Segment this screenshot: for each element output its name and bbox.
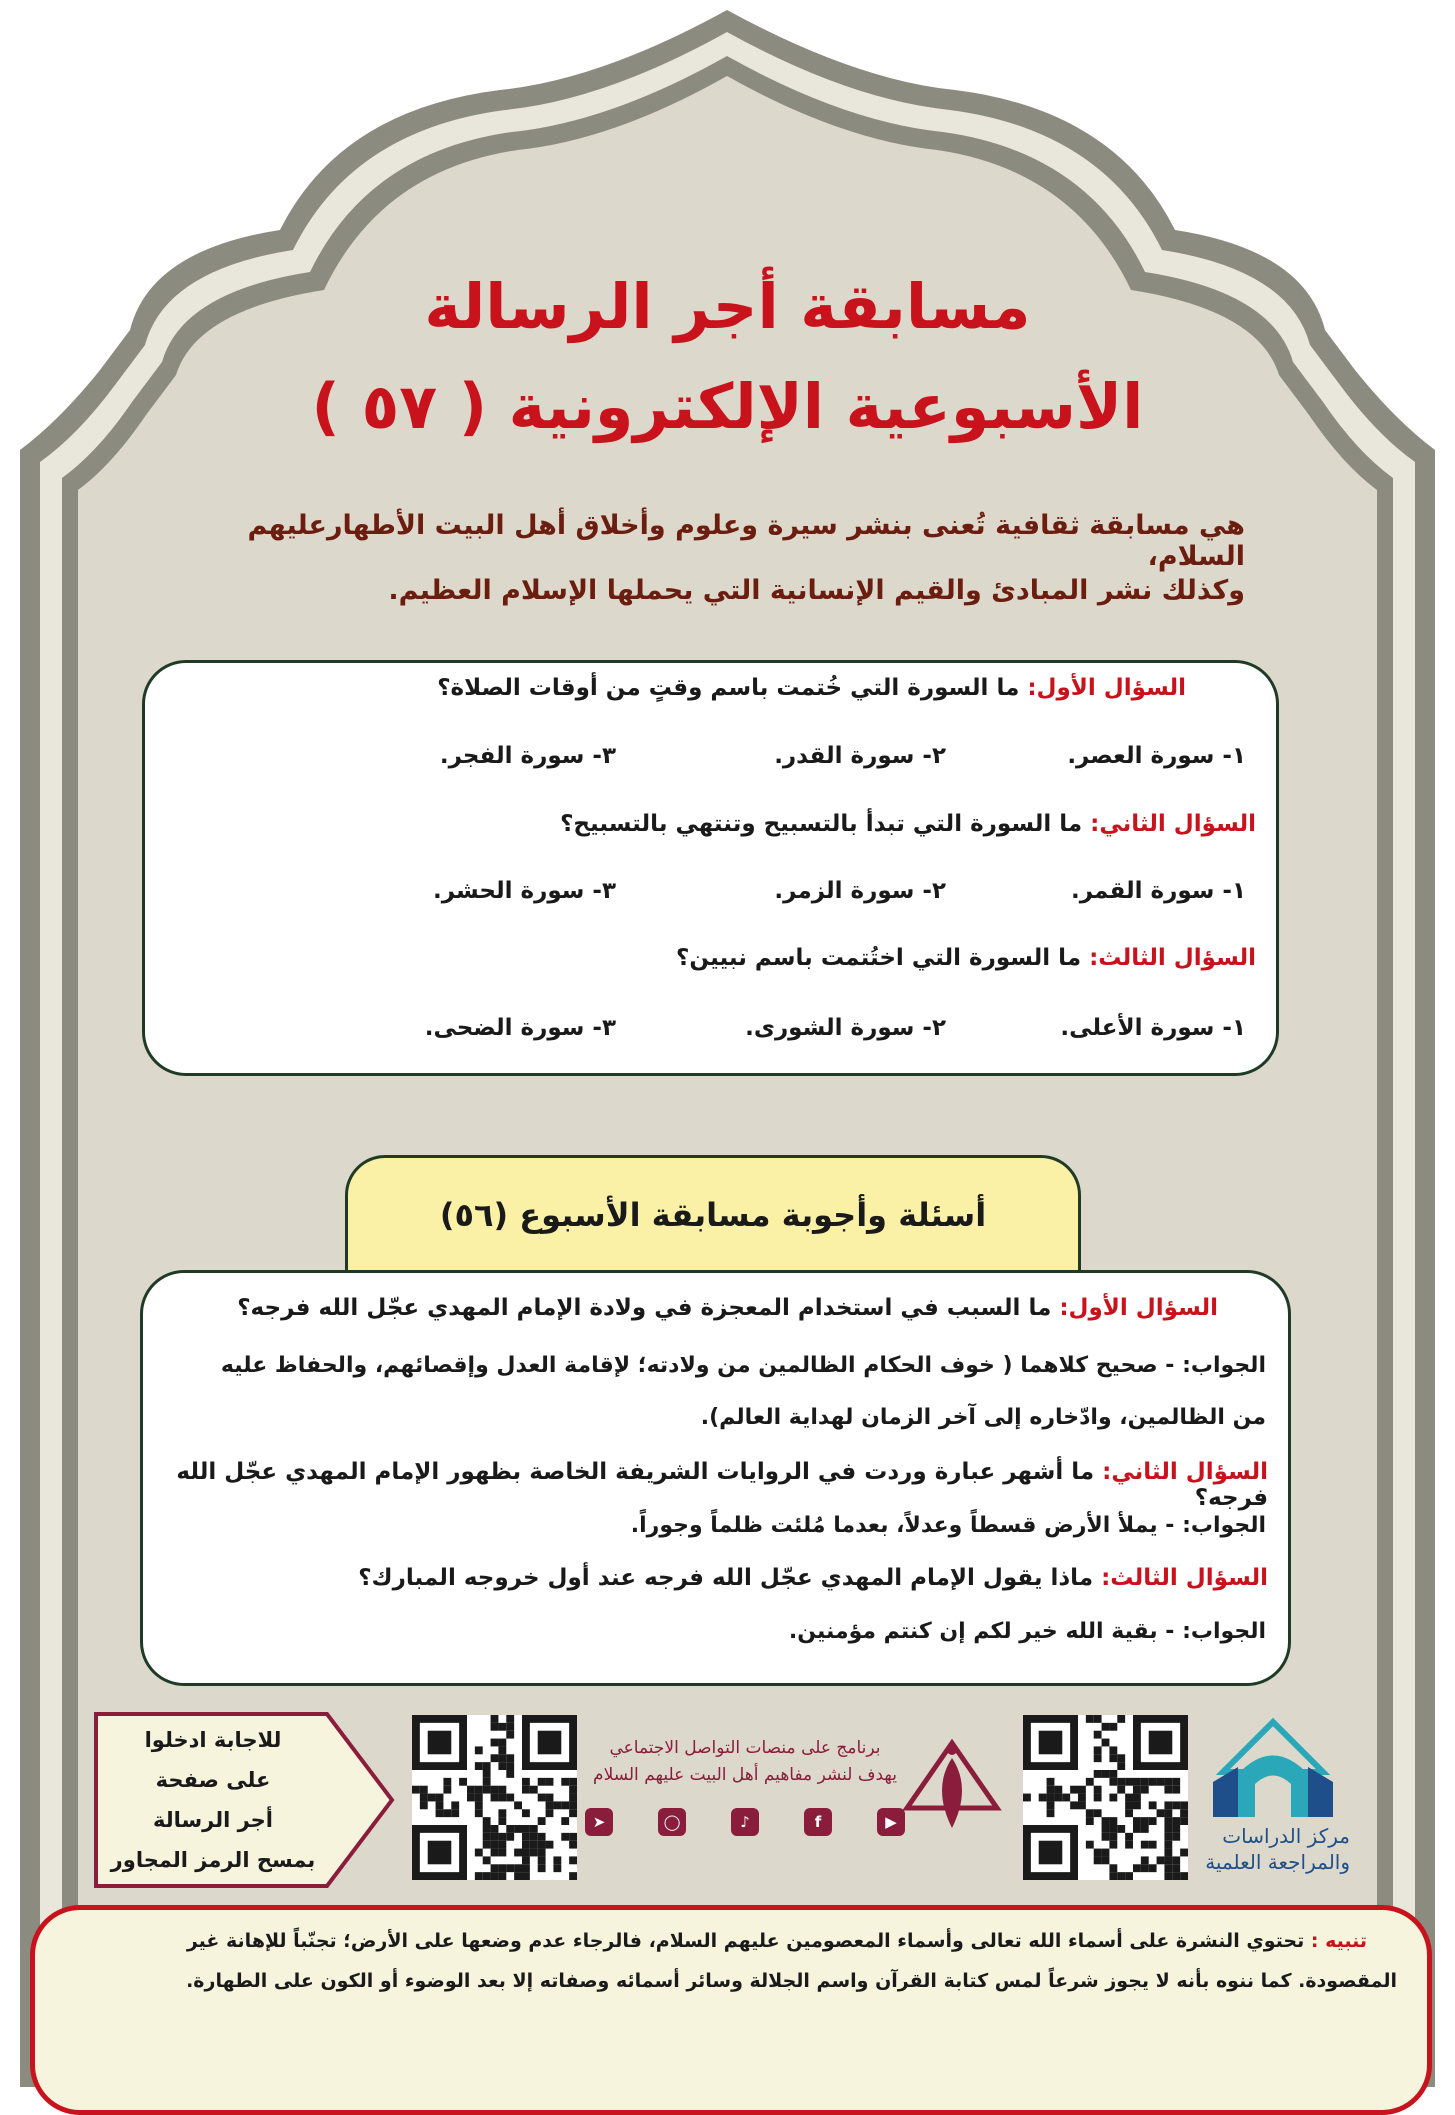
mosque-dome-icon: [1213, 1712, 1333, 1822]
prev-answer-1-line-1: الجواب: - صحيح كلاهما ( خوف الحكام الظالمين من ولادته؛ لإقامة العدل وإقصائهم، والحفاظ عليه: [220, 1353, 1266, 1378]
center-logo-line-1: مركز الدراسات: [1222, 1824, 1350, 1848]
prev-answer-1-line-2: من الظالمين، وادّخاره إلى آخر الزمان لهداية العالم).: [700, 1405, 1266, 1430]
question-2-option-1[interactable]: ١- سورة القمر.: [1070, 878, 1246, 904]
qr-code-right[interactable]: [1023, 1715, 1188, 1880]
question-2-text: ما السورة التي تبدأ بالتسبيح وتنتهي بالتسبيح؟: [560, 811, 1083, 837]
youtube-icon[interactable]: ▶: [877, 1808, 905, 1836]
cta-text: [98, 1720, 328, 1880]
prev-answers-box: [140, 1270, 1291, 1686]
notice-label: تنبيه :: [1310, 1930, 1367, 1952]
notice-line-1: [67, 1930, 1367, 1952]
prev-week-header-text: أسئلة وأجوبة مسابقة الأسبوع (٥٦): [439, 1196, 987, 1234]
qr-code-left[interactable]: [412, 1715, 577, 1880]
question-2-option-3[interactable]: ٣- سورة الحشر.: [432, 878, 616, 904]
cta-line-2: على صفحة: [155, 1768, 271, 1792]
prev-question-1-text: ما السبب في استخدام المعجزة في ولادة الإمام المهدي عجّل الله فرجه؟: [237, 1295, 1052, 1321]
prev-week-header: [345, 1155, 1081, 1270]
prev-question-2-text: ما أشهر عبارة وردت في الروايات الشريفة الخاصة بظهور الإمام المهدي عجّل الله فرجه؟: [176, 1459, 1268, 1511]
prev-question-3-text: ماذا يقول الإمام المهدي عجّل الله فرجه عند أول خروجه المبارك؟: [358, 1565, 1094, 1591]
intro-line-2: وكذلك نشر المبادئ والقيم الإنسانية التي يحملها الإسلام العظيم.: [388, 575, 1245, 606]
prev-answer-2: الجواب: - يملأ الأرض قسطاً وعدلاً، بعدما مُلئت ظلماً وجوراً.: [630, 1513, 1266, 1538]
prev-question-1-label: السؤال الأول:: [1059, 1295, 1218, 1321]
intro-line-1: هي مسابقة ثقافية تُعنى بنشر سيرة وعلوم وأخلاق أهل البيت الأطهارعليهم السلام،: [247, 510, 1245, 572]
cta-line-4: بمسح الرمز المجاور: [110, 1848, 316, 1872]
question-3-option-1[interactable]: ١- سورة الأعلى.: [1060, 1015, 1246, 1041]
question-1-label: السؤال الأول:: [1027, 675, 1186, 701]
question-3-option-2[interactable]: ٢- سورة الشورى.: [745, 1015, 946, 1041]
question-3-text: ما السورة التي اختُتمت باسم نبيين؟: [676, 945, 1082, 971]
notice-line-2: المقصودة. كما ننوه بأنه لا يجوز شرعاً لمس كتابة القرآن واسم الجلالة وسائر أسمائه وصفاته إلا بعد الوضوء أو الكون على الطهارة.: [186, 1970, 1397, 1992]
prev-question-3: [358, 1565, 1268, 1591]
question-2-option-2[interactable]: ٢- سورة الزمر.: [774, 878, 946, 904]
social-icons-row: [585, 1808, 905, 1842]
instagram-icon[interactable]: ◯: [658, 1808, 686, 1836]
question-3-label: السؤال الثالث:: [1089, 945, 1256, 971]
question-2-label: السؤال الثاني:: [1090, 811, 1256, 837]
quiz-box: [142, 660, 1279, 1076]
prev-question-2: [143, 1459, 1268, 1511]
question-1: [437, 675, 1186, 701]
question-1-option-2[interactable]: ٢- سورة القدر.: [774, 743, 946, 769]
question-3-option-3[interactable]: ٣- سورة الضحى.: [424, 1015, 616, 1041]
prev-question-3-label: السؤال الثالث:: [1101, 1565, 1268, 1591]
cta-line-3: أجر الرسالة: [152, 1808, 273, 1832]
question-1-text: ما السورة التي خُتمت باسم وقتٍ من أوقات الصلاة؟: [437, 675, 1020, 701]
prev-question-2-label: السؤال الثاني:: [1102, 1459, 1268, 1485]
center-logo-line-2: والمراجعة العلمية: [1205, 1850, 1350, 1874]
ajr-al-risala-logo-icon: [902, 1738, 1002, 1838]
cta-line-1: للاجابة ادخلوا: [144, 1728, 282, 1752]
program-line-2: يهدف لنشر مفاهيم أهل البيت عليهم السلام: [593, 1765, 897, 1785]
prev-answer-3: الجواب: - بقية الله خير لكم إن كنتم مؤمنين.: [788, 1619, 1266, 1644]
prev-question-1: [237, 1295, 1218, 1321]
facebook-icon[interactable]: f: [804, 1808, 832, 1836]
notice-text-1: تحتوي النشرة على أسماء الله تعالى وأسماء المعصومين عليهم السلام، فالرجاء عدم وضعها على الأرض؛ تجنّباً للإهانة غير: [186, 1930, 1305, 1952]
question-1-option-3[interactable]: ٣- سورة الفجر.: [439, 743, 616, 769]
page-title-line-2: الأسبوعية الإلكترونية ( ٥٧ ): [311, 370, 1144, 443]
tiktok-icon[interactable]: ♪: [731, 1808, 759, 1836]
page-title-line-1: مسابقة أجر الرسالة: [424, 270, 1031, 343]
telegram-icon[interactable]: ➤: [585, 1808, 613, 1836]
program-line-1: برنامج على منصات التواصل الاجتماعي: [609, 1738, 881, 1758]
question-2: [560, 811, 1256, 837]
notice-box: [30, 1905, 1432, 2115]
question-1-option-1[interactable]: ١- سورة العصر.: [1067, 743, 1246, 769]
question-3: [676, 945, 1256, 971]
center-logo: [1195, 1712, 1350, 1882]
